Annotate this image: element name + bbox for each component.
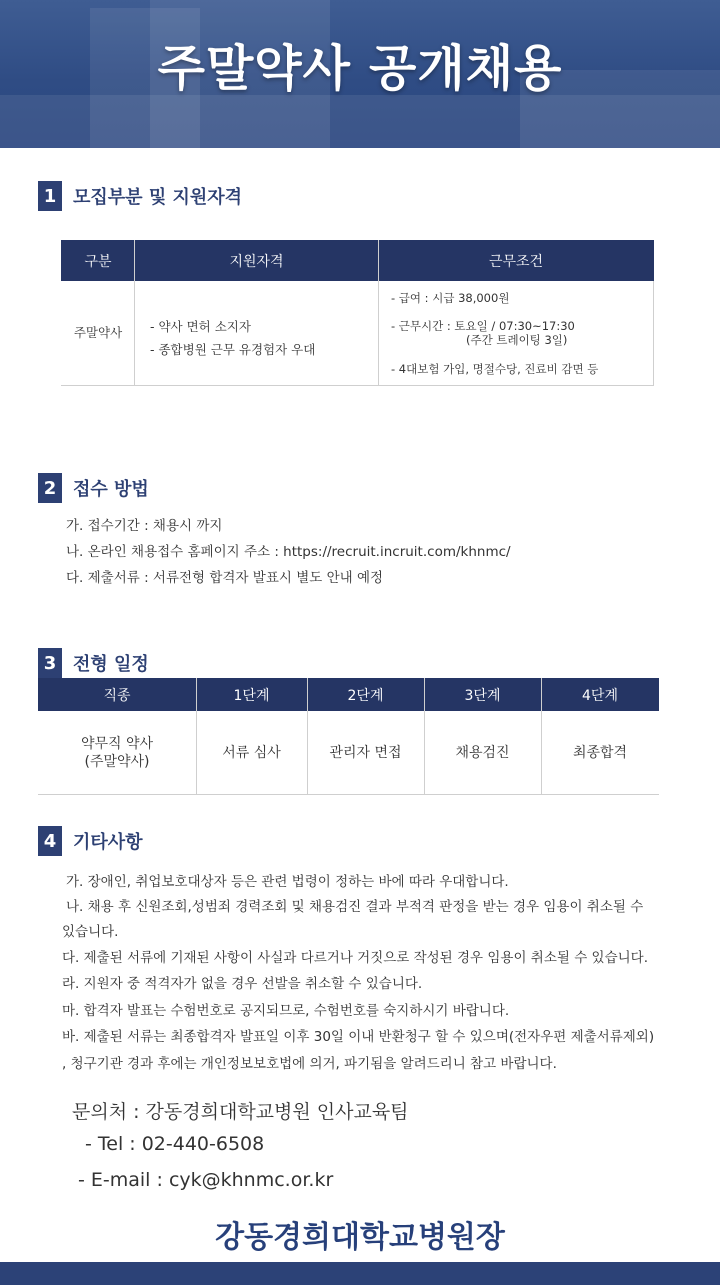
section-title: 접수 방법 — [73, 479, 149, 500]
note-line: 마. 합격자 발표는 수험번호로 공지되므로, 수험번호를 숙지하시기 바랍니다. — [62, 1003, 510, 1019]
header-stage-3: 3단계 — [464, 687, 501, 704]
job-name: 약무직 약사 — [80, 736, 154, 752]
stage-cell: 관리자 면접 — [329, 745, 402, 761]
issuer-name: 강동경희대학교병원장 — [215, 1220, 505, 1255]
condition-hours-note: (주간 트레이팅 3일) — [466, 333, 568, 347]
note-line: , 청구기관 경과 후에는 개인정보보호법에 의거, 파기됨을 알려드리니 참고 바랍니다. — [62, 1056, 557, 1072]
section-2-header — [38, 473, 149, 503]
contact-email[interactable]: - E-mail : cyk@khnmc.or.kr — [78, 1169, 334, 1191]
header-conditions: 근무조건 — [488, 253, 544, 270]
section-number: 3 — [38, 648, 62, 678]
divider — [653, 281, 654, 386]
section-number: 1 — [38, 181, 62, 211]
note-line: 나. 채용 후 신원조회,성범죄 경력조회 및 채용검진 결과 부적격 판정을 받는 경우 임용이 취소될 수 — [66, 899, 644, 915]
contact-label: 문의처 : 강동경희대학교병원 인사교육팀 — [72, 1101, 409, 1123]
stage-cell: 채용검진 — [455, 745, 510, 761]
note-line: 바. 제출된 서류는 최종합격자 발표일 이후 30일 이내 반환청구 할 수 있으며(전자우편 제출서류제외) — [62, 1029, 655, 1045]
required-documents: 다. 제출서류 : 서류전형 합격자 발표시 별도 안내 예정 — [66, 570, 384, 586]
header-category: 구분 — [84, 253, 112, 270]
application-url[interactable]: 나. 온라인 채용접수 홈페이지 주소 : https://recruit.incruit.com/khnmc/ — [66, 544, 511, 560]
note-line: 가. 장애인, 취업보호대상자 등은 관련 법령이 정하는 바에 따라 우대합니다. — [66, 874, 509, 890]
stage-cell: 서류 심사 — [222, 745, 281, 761]
recruitment-table — [61, 240, 654, 386]
header-stage-1: 1단계 — [233, 687, 270, 704]
note-line: 라. 지원자 중 적격자가 없을 경우 선발을 취소할 수 있습니다. — [62, 976, 423, 992]
header-banner — [0, 0, 720, 148]
section-3-header — [38, 648, 149, 678]
section-4-header — [38, 826, 143, 856]
condition-benefits: - 4대보험 가입, 명절수당, 진료비 감면 등 — [391, 362, 599, 376]
section-title: 기타사항 — [73, 832, 143, 853]
job-cell — [38, 711, 196, 795]
header-stage-2: 2단계 — [347, 687, 384, 704]
table-header — [38, 678, 659, 711]
header-qualification: 지원자격 — [229, 253, 284, 270]
divider — [378, 240, 379, 386]
application-period: 가. 접수기간 : 채용시 까지 — [66, 518, 223, 534]
section-title: 모집부분 및 지원자격 — [73, 187, 243, 208]
section-number: 2 — [38, 473, 62, 503]
qualification-item: - 약사 면허 소지자 — [150, 319, 251, 334]
condition-hours: - 근무시간 : 토요일 / 07:30~17:30 — [391, 319, 575, 333]
note-line: 다. 제출된 서류에 기재된 사항이 사실과 다르거나 거짓으로 작성된 경우 임용이 취소될 수 있습니다. — [62, 950, 649, 966]
table-header — [61, 240, 654, 281]
condition-pay: - 급여 : 시급 38,000원 — [391, 291, 510, 305]
job-subname: (주말약사) — [84, 754, 150, 770]
header-stage-4: 4단계 — [582, 687, 618, 704]
contact-tel[interactable]: - Tel : 02-440-6508 — [85, 1133, 265, 1155]
section-1-header — [38, 181, 242, 211]
divider — [134, 240, 135, 386]
stage-cell: 최종합격 — [572, 745, 628, 761]
header-job: 직종 — [103, 687, 131, 704]
section-title: 전형 일정 — [73, 654, 149, 675]
section-number: 4 — [38, 826, 62, 856]
schedule-table — [38, 678, 659, 795]
category-cell: 주말약사 — [73, 325, 123, 340]
page-title: 주말약사 공개채용 — [157, 40, 563, 97]
note-line: 있습니다. — [62, 924, 119, 940]
footer-bar — [0, 1262, 720, 1285]
qualification-item: - 종합병원 근무 유경험자 우대 — [150, 342, 316, 357]
divider — [61, 385, 654, 386]
